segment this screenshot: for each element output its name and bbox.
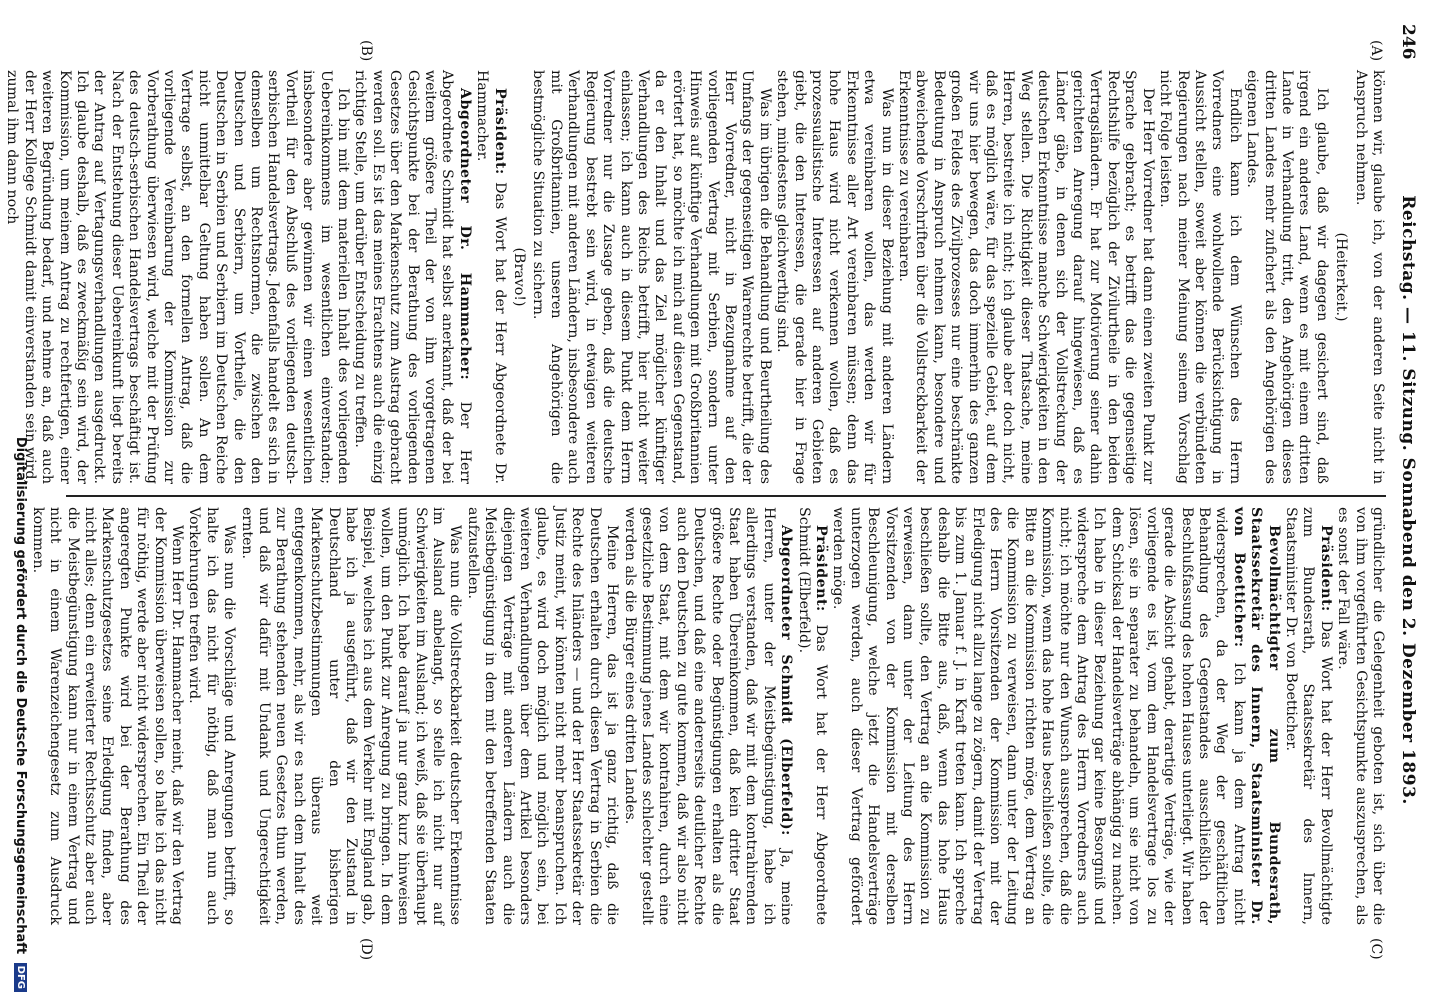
paragraph: können wir, glaube ich, von der anderen Seite nicht in Anspruch nehmen. xyxy=(1352,70,1386,484)
paragraph: gründlicher die Gelegenheit geboten ist, sich über die von ihm vorgeführten Gesichtspunkte auszusprechen, als es sonst der Fall wäre. xyxy=(1335,507,1386,925)
paragraph: Endlich kann ich dem Wünschen des Herrn Vorredners eine wohlwollende Berücksichtigung in Aussicht stellen, soweit aber können die verbündeten Regierungen nach meiner Meinung seinem Vorschlag nicht Folge leisten. xyxy=(1157,70,1243,484)
paragraph: Der Herr Vorredner hat dann einen zweiten Punkt zur Sprache gebracht; es betrifft das die gegenseitige Rechtshilfe bezüglich der Zivilurtheile in den beiden Vertragsländern. Er hat zur Motivierung seiner dahin gerichteten Anregung darauf hingewiesen, daß es Länder gäbe, in denen sich der Vollstreckung der deutschen Erkenntnisse manche Schwierigkeiten in den Weg stellen. Die Richtigkeit dieser Thatsache, meine Herren, bestreite ich nicht; ich glaube aber doch nicht, daß es möglich wäre, für das spezielle Gebiet, auf dem wir uns hier bewegen, das doch immerhin des ganzen großen Feldes des Zivilprozesses nur eine beschränkte Bedeutung in Anspruch nehmen kann, besondere und abweichende Vorschriften über die Vollstreckbarkeit der Erkenntnisse zu vereinbaren. xyxy=(896,70,1156,484)
paragraph: Was nun die Vollstreckbarkeit deutscher Erkenntnisse im Ausland anbelangt, so stelle ich nicht nur auf Schwierigkeiten im Ausland; ich weiß, daß sie überhaupt unmöglich. Ich habe darauf ja nur ganz kurz hinweisen wollen, um den Punkt zur Anregung zu bringen. In dem Beispiel, welches ich aus dem Verkehr mit England gab, habe ich ja ausgeführt, daß wir den Zustand in Deutschland unter den bisherigen Markenschutzbestimmungen überaus weit entgegenkommen, mehr, als wir es nach dem Inhalt des zur Berathung stehenden neuen Gesetzes thun werden, und daß wir dafür mit Undank und Ungerechtigkeit ernten. xyxy=(238,507,464,925)
interjection: (Bravo!) xyxy=(511,247,528,307)
paragraph: Ich bin mit dem materiellen Inhalt des vorliegenden Uebereinkommens im wesentlichen einverstanden; insbesondere aber gewinnen wir einen wesentlichen Vortheil für den Abschluß des vorliegenden deutsch-serbischen Handelsvertrags. Jedenfalls handelt es sich in demselben um Rechtsnormen, die zwischen den Deutschen und Serbiern, um Vortheile, die den Deutschen in Serbien und Serbiern im Deutschen Reiche nicht unmittelbar Geltung haben sollen. An dem Vertrage selbst, an den formellen Antrag, daß die vorliegende Vereinbarung der Kommission zur Vorberathung überwiesen wird, welche mit der Prüfung des deutsch-serbischen Handelsvertrags beschäftigt ist. Nach der Entstehung dieser Uebereinkunft liegt bereits der Antrag auf Vertagungsverhandlungen ausgedruckt. Ich glaube deshalb, daß es zweckmäßig sein wird, der Kommission, um meinem Antrag zu rechtfertigen, einer weiteren Begründung bedarf, und nehme an, daß auch der Herr Kollege Schmidt damit einverstanden sein wird, zumal ihm dann noch xyxy=(4,70,352,484)
paragraph: Was nun in dieser Beziehung mit anderen Ländern etwa vereinbaren wollen, das werden wir für Erkenntnisse aller Art vereinbaren müssen; denn das hohe Haus wird nicht verkennen wollen, daß es prozessualistische Interessen auf anderen Gebieten giebt, die den Interessen, die gerade hier in Frage stehen, mindestens gleichwerthig sind. xyxy=(774,70,895,484)
page-title: Reichstag. — 11. Sitzung. Sonnabend den 2. Dezember 1893. xyxy=(1398,195,1418,805)
paragraph: Was nun die Vorschläge und Anregungen betrifft, so halte ich das nicht für nöthig, daß man nun auch Vorkehrungen treffen wird. xyxy=(186,507,238,925)
speaker: Präsident: xyxy=(491,88,508,175)
footer-text: Digitalisierung gefördert durch die Deutsche Forschungsgemeinschaft xyxy=(13,436,28,955)
paragraph: Meine Herren, das ist ja ganz richtig, daß die Deutschen erhalten durch diesen Vertrag in Serbien die Rechte des Inländers — und der Herr Staatssekretär der Justiz meint, wir könnten nicht mehr beanspruchen. Ich glaube, es wird doch möglich und möglich sein, bei weiteren Verhandlungen über dem Artikel besonders diejenigen Verträge mit anderen Ländern auch die Meistbegünstigung in dem mit den betreffenden Staaten aufzustellen. xyxy=(464,507,621,925)
column-divider xyxy=(66,495,1386,497)
paragraph: Wenn Herr Dr. Hammacher meint, daß wir den Vertrag der Kommission überweisen sollen, so halte ich das nicht für nöthig, werde aber nicht widersprechen. Ein Theil der angeregten Punkte wird bei der Berathung des Markenschutzgesetzes seine Erledigung finden, aber nicht alles; denn ein erweiterter Rechtsschutz aber auch die Meistbegünstigung kann nur in einem Vertrag und nicht in einem Warenzeichengesetz zum Ausdruck kommen. xyxy=(29,507,185,925)
right-column xyxy=(29,507,1386,925)
page-header xyxy=(1392,24,1418,976)
speaker: Präsident: xyxy=(813,525,829,612)
paragraph xyxy=(829,507,1282,925)
speaker: Präsident: xyxy=(1317,525,1334,612)
paragraph: Was im übrigen die Behandlung und Beurtheilung des Umfangs der gegenseitigen Warenrechte betrifft, die der Herr Vorredner, nicht in Bezugnahme auf den vorliegenden Vertrag mit Serbien, sondern unter Hinweis auf künftige Verhandlungen mit Großbritannien erörtert hat, so möchte ich mich auf diesen Gegenstand, da er den Inhalt und das Ziel möglicher künftiger Verhandlungen des Reichs betrifft, hier nicht weiter einlassen; ich kann auch in diesem Punkt dem Herrn Vorredner nur die Zusage geben, daß die deutsche Regierung bestrebt sein wird, in etwaigen weiteren Verhandlungen mit anderen Ländern, insbesondere auch mit Großbritannien, unseren Angehörigen die bestmögliche Situation zu sichern. xyxy=(530,70,773,484)
margin-marker-d: (D) xyxy=(358,938,374,961)
speaker: Bevollmächtigter zum Bundesrath, Staatssekretär des Innern, Staatsminister Dr. von Boetticher: xyxy=(1230,507,1282,925)
speaker: Abgeordneter Schmidt (Elberfeld): xyxy=(778,525,795,836)
speech-text: Das Wort hat der Herr Bevollmächtigte zum Bundesrath, Staatssekretär des Innern, Staatsminister Dr. von Boetticher. xyxy=(1282,507,1334,925)
margin-marker-b: (B) xyxy=(358,40,374,62)
speech-text: Das Wort hat der Herr Abgeordnete Schmidt (Elberfeld). xyxy=(795,507,829,925)
paragraph xyxy=(620,507,794,925)
margin-marker-c: (C) xyxy=(1368,938,1384,960)
paragraph xyxy=(794,507,829,925)
digitization-footer xyxy=(4,0,28,1000)
interjection: (Heiterkeit.) xyxy=(1333,232,1350,322)
margin-marker-a: (A) xyxy=(1368,40,1384,62)
speech-text: Ja, meine Herren, unter der Meistbegünstigung, habe ich allerdings verstanden, daß wir mit dem kontrahirenden Staat haben Übereinkommen, daß kein dritter Staat größere Rechte oder Begünstigungen erhalten als die Deutschen, und daß eine andererseits deutlicher Rechte auch den Deutschen zu gute kommen, daß wir also nicht von dem Staat, mit dem wir kontrahiren, durch eine gesetzliche Bestimmung jenes Landes schlechter gestellt werden als die Bürger eines dritten Landes. xyxy=(621,507,795,925)
speaker: Abgeordneter Dr. Hammacher: xyxy=(456,88,473,381)
left-column xyxy=(4,70,1386,485)
dfg-logo: DFG xyxy=(14,963,27,992)
paragraph xyxy=(1282,507,1334,925)
page-number: 246 xyxy=(1398,24,1418,60)
paragraph xyxy=(351,70,473,484)
speech-text: Das Wort hat der Herr Abgeordnete Dr. Hammacher. xyxy=(474,70,508,485)
paragraph xyxy=(473,70,508,484)
paragraph: Ich glaube, daß wir dagegen gesichert sind, daß irgend ein anderes Land, wenn es mit einem dritten Lande in Verhandlung tritt, den Angehörigen dieses dritten Landes mehr zufichert als den Angehörigen des eigenen Landes. xyxy=(1244,70,1330,484)
speech-text: Ich kann ja dem Antrag nicht widersprechen, da der Weg der geschäftlichen Behandlung des Gegenstandes ausschließlich der Beschlußfassung des hohen Hauses unterliegt. Wir haben gerade die Absicht gehabt, derartige Verträge, wie der vorliegende es ist, vom dem Handelsvertrage los zu lösen, sie in separater zu behandeln, um sie nicht von dem Schicksal der Handelsverträge abhängig zu machen. Ich habe in dieser Beziehung gar keine Besorgniß und widerspreche dem Antrag des Herrn Vorredners auch nicht; ich möchte nur den Wunsch aussprechen, daß die Kommission, wenn das hohe Haus beschließen sollte, die Bitte an die Kommission richten möge, dem Vertrag an die Kommission zu verweisen, dann unter der Leitung des Herrn Vorsitzenden der Kommission mit der Erledigung nicht allzu lange zu zögern, damit der Vertrag bis zum 1. Januar f. J. in Kraft treten kann. Ich spreche deshalb die Bitte aus, daß, wenn das hohe Haus beschließen sollte, den Vertrag an die Kommission zu verweisen, dann unter der Leitung des Herrn Vorsitzenden von der Kommission mit derselben Beschleunigung, welche jetzt die Handelsverträge unterzogen werden, auch dieser Vertrag gefördert werden möge. xyxy=(830,507,1247,925)
speech-text: Der Herr Abgeordnete Schmidt hat selbst anerkannt, daß der bei weitem größere Theil der von ihm vorgetragenen Gesichtspunkte bei der Berathung des vorliegenden Gesetzes über den Markenschutz zum Austrag gebracht werden soll. Es ist das meines Erachtens auch die einzig richtige Stelle, um darüber Entscheidung zu treffen. xyxy=(352,70,473,484)
